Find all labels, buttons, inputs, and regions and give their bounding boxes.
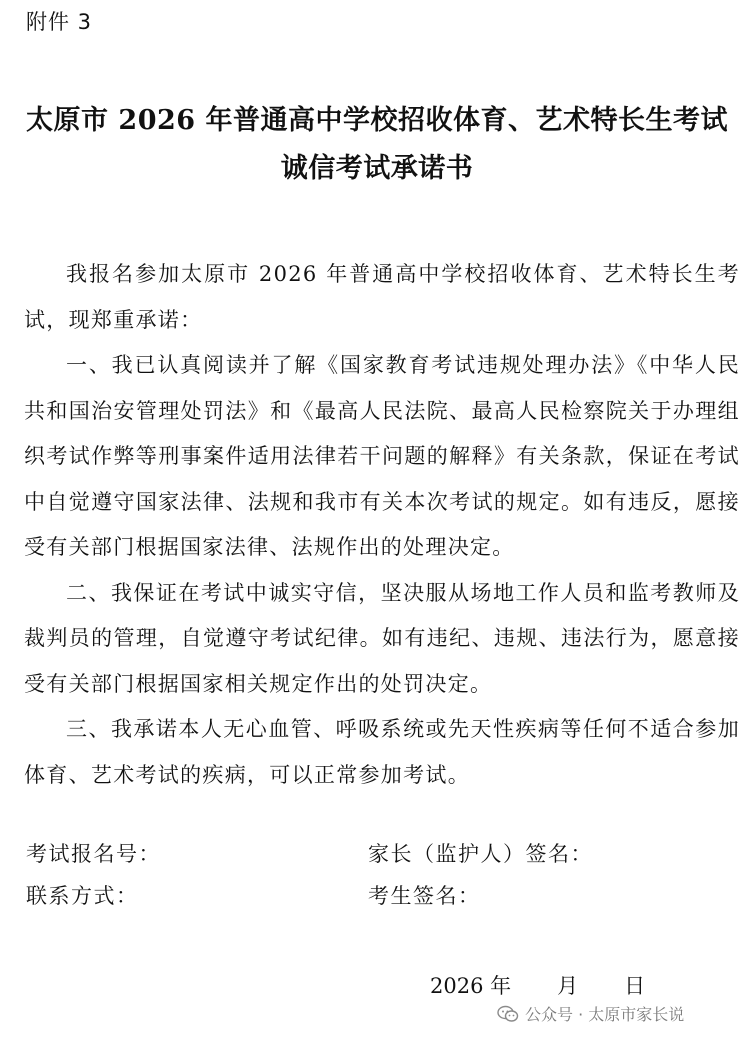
date-year: 2026 年 (430, 974, 512, 998)
pledge-item-2: 二、我保证在考试中诚实守信，坚决服从场地工作人员和监考教师及裁判员的管理，自觉遵守考试纪律。如有违纪、违规、违法行为，愿意接受有关部门根据国家相关规定作出的处罚决定。 (24, 580, 740, 696)
student-signature-field: 考生签名： (368, 884, 481, 908)
document-title-line1: 太原市 2026 年普通高中学校招收体育、艺术特长生考试 (26, 105, 728, 136)
watermark-text: 公众号 · 太原市家长说 (525, 1005, 685, 1024)
pledge-body (24, 252, 740, 798)
date-day: 日 (624, 974, 646, 998)
registration-number-field: 考试报名号： (26, 842, 161, 866)
pledge-item-1: 一、我已认真阅读并了解《国家教育考试违规处理办法》《中华人民共和国治安管理处罚法》和《最高人民法院、最高人民检察院关于办理组织考试作弊等刑事案件适用法律若干问题的解释》有关条款，保证在考试中自觉遵守国家法律、法规和我市有关本次考试的规定。如有违反，愿接受有关部门根据国家法律、法规作出的处理决定。 (24, 353, 740, 559)
attachment-label: 附件 3 (26, 10, 93, 34)
signing-date (430, 970, 645, 1000)
pledge-item-3: 三、我承诺本人无心血管、呼吸系统或先天性疾病等任何不适合参加体育、艺术考试的疾病，可以正常参加考试。 (24, 717, 740, 787)
pledge-intro: 我报名参加太原市 2026 年普通高中学校招收体育、艺术特长生考试，现郑重承诺： (24, 262, 740, 332)
watermark (497, 1002, 684, 1025)
document-title-line2: 诚信考试承诺书 (280, 153, 474, 184)
parent-signature-field: 家长（监护人）签名： (368, 842, 593, 866)
contact-field: 联系方式： (26, 884, 139, 908)
wechat-icon (497, 1005, 519, 1023)
date-month: 月 (557, 974, 579, 998)
